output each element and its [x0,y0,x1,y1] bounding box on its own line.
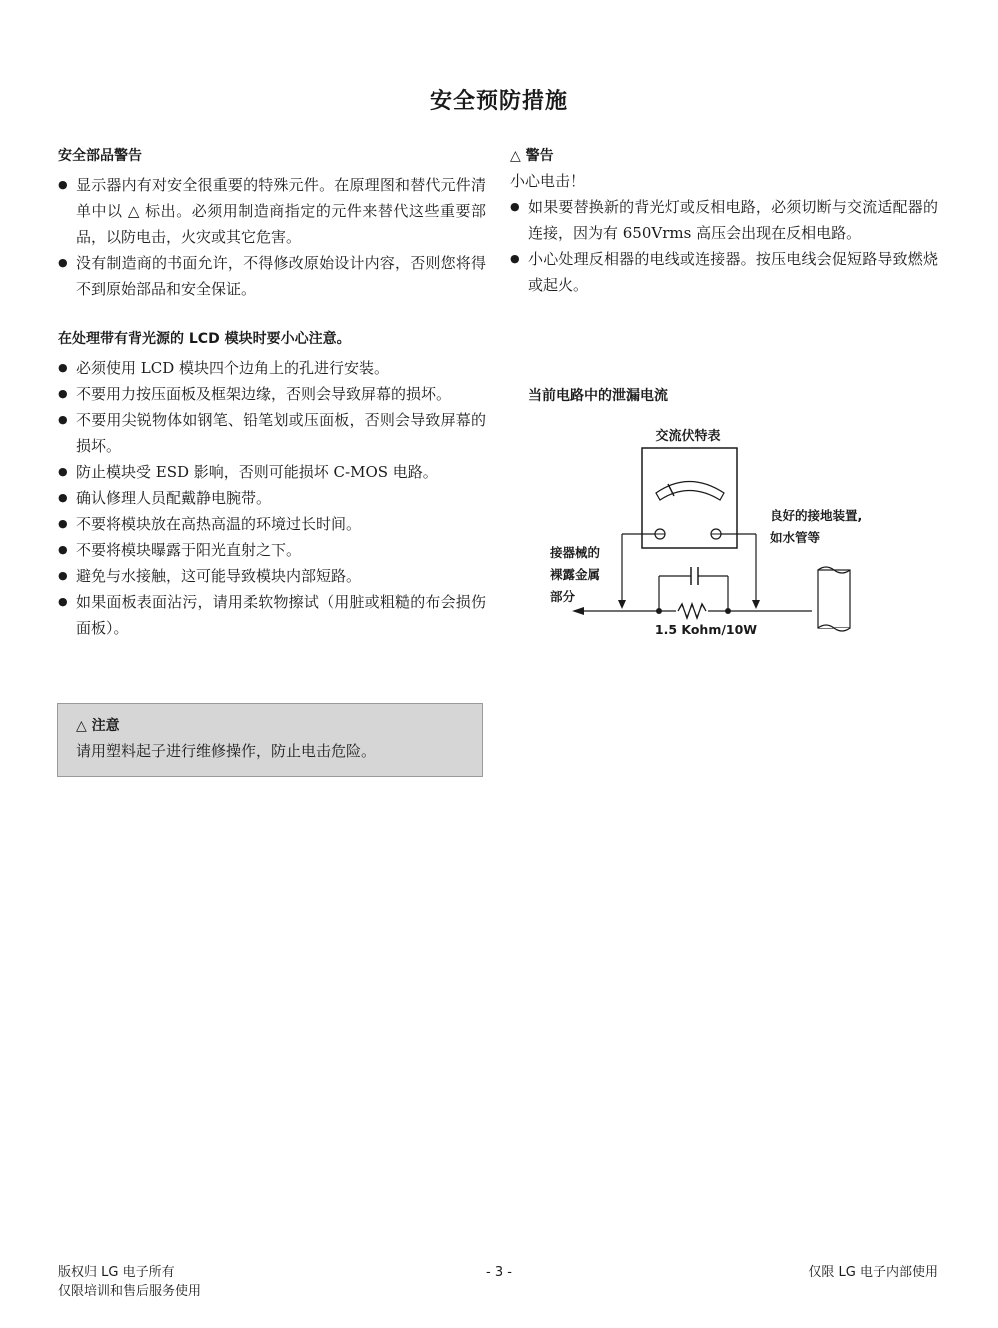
list-item: ● 不要将模块曝露于阳光直射之下。 [58,537,486,563]
footer-usage-line: 仅限培训和售后服务使用 [58,1284,202,1299]
section-lcd-handling [58,329,486,641]
section-heading-warning: △ 警告 [510,148,554,164]
list-item: ● 小心处理反相器的电线或连接器。按压电线会促短路导致燃烧或起火。 [510,246,938,298]
arrow-down-icon [752,600,760,609]
footer-copyright-line: 版权归 LG 电子所有 [58,1265,175,1280]
caution-box [57,703,483,777]
list-item: ● 没有制造商的书面允许，不得修改原始设计内容，否则您将得不到原始部品和安全保证。 [58,250,486,302]
list-item: ● 防止模块受 ESD 影响，否则可能损坏 C-MOS 电路。 [58,459,486,485]
list-item: ● 确认修理人员配戴静电腕带。 [58,485,486,511]
section-heading-lcd: 在处理带有背光源的 LCD 模块时要小心注意。 [58,331,351,347]
chassis-label: 部分 [550,589,576,604]
list-item: ● 不要用力按压面板及框架边缘，否则会导致屏幕的损坏。 [58,381,486,407]
section-heading-safety-parts: 安全部品警告 [58,148,142,164]
diagram-title: 当前电路中的泄漏电流 [528,388,668,404]
junction-dot-icon [656,608,662,614]
caution-heading: △ 注意 [76,718,120,734]
lcd-handling-list [58,355,486,641]
list-item: ● 必须使用 LCD 模块四个边角上的孔进行安装。 [58,355,486,381]
page-number: - 3 - [486,1265,512,1280]
warning-list [510,194,938,298]
list-item: ● 如果要替换新的背光灯或反相电路，必须切断与交流适配器的连接，因为有 650Vrms 高压会出现在反相电路。 [510,194,938,246]
page-title: 安全预防措施 [429,89,568,114]
safety-parts-list [58,172,486,302]
list-item: ● 显示器内有对安全很重要的特殊元件。在原理图和替代元件清单中以 △ 标出。必须用制造商指定的元件来替代这些重要部品，以防电击，火灾或其它危害。 [58,172,486,250]
list-item: ● 不要用尖锐物体如钢笔、铅笔划或压面板，否则会导致屏幕的损坏。 [58,407,486,459]
ground-label: 良好的接地装置, [770,508,863,523]
water-pipe-icon [818,570,850,628]
section-safety-parts [58,146,486,302]
chassis-label: 裸露金属 [550,567,601,582]
resistor-label: 1.5 Kohm/10W [654,622,758,637]
arrow-left-icon [572,607,584,615]
meter-label: 交流伏特表 [655,429,721,444]
ground-label: 如水管等 [770,530,821,545]
leakage-current-diagram [548,418,868,648]
warning-intro: 小心电击！ [510,172,586,190]
list-item: ● 避免与水接触，这可能导致模块内部短路。 [58,563,486,589]
arrow-down-icon [618,600,626,609]
chassis-label: 接器械的 [550,545,601,560]
junction-dot-icon [725,608,731,614]
list-item: ● 不要将模块放在高热高温的环境过长时间。 [58,511,486,537]
caution-text: 请用塑料起子进行维修操作，防止电击危险。 [76,742,377,760]
section-warning [510,146,938,298]
footer-internal-use: 仅限 LG 电子内部使用 [808,1265,938,1280]
list-item: ● 如果面板表面沾污，请用柔软物擦试（用脏或粗糙的布会损伤面板）。 [58,589,486,641]
